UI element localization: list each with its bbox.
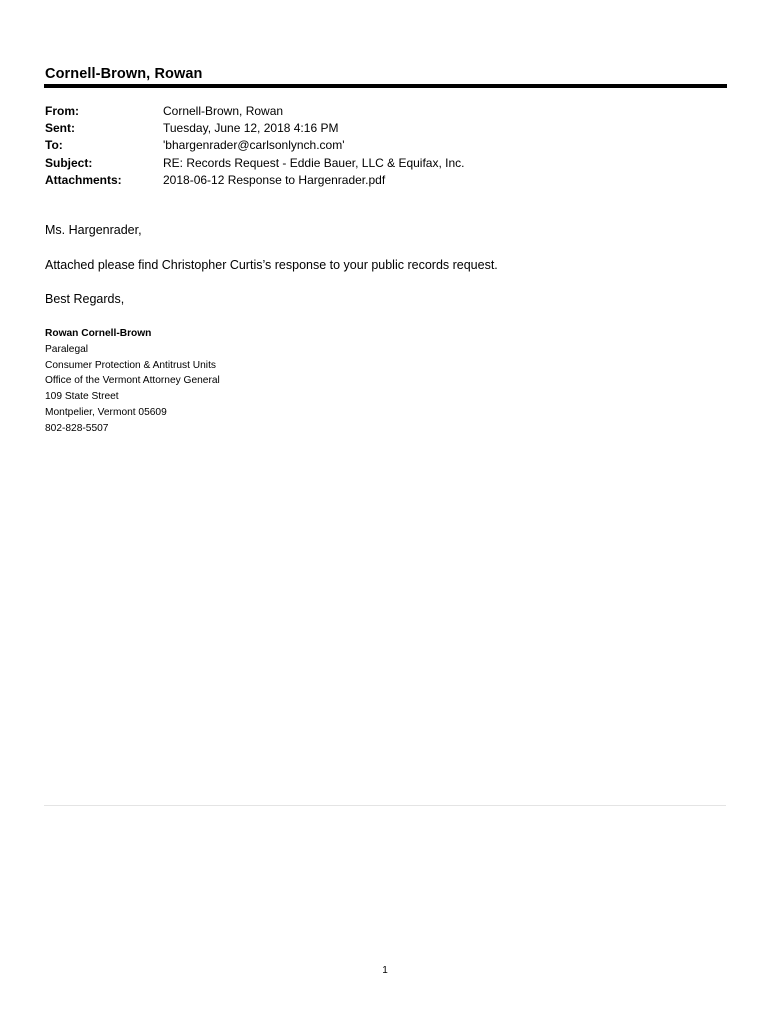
sender-title: Cornell-Brown, Rowan: [45, 66, 203, 82]
header-attachments-label: Attachments:: [45, 172, 122, 187]
header-sent-label: Sent:: [45, 121, 75, 136]
footer-divider: [44, 805, 726, 806]
signature-street: 109 State Street: [45, 391, 119, 403]
header-sent-value: Tuesday, June 12, 2018 4:16 PM: [163, 121, 339, 136]
header-to: [45, 137, 465, 154]
header-attachments-value: 2018-06-12 Response to Hargenrader.pdf: [163, 172, 386, 187]
page-number: 1: [382, 965, 388, 976]
header-subject-value: RE: Records Request - Eddie Bauer, LLC & Equifax, Inc.: [163, 155, 465, 170]
header-from: [45, 103, 465, 120]
title-divider: [44, 84, 727, 88]
header-attachments: [45, 172, 465, 189]
header-subject: [45, 155, 465, 172]
header-subject-label: Subject:: [45, 155, 93, 170]
header-from-value: Cornell-Brown, Rowan: [163, 104, 284, 118]
email-closing: Best Regards,: [45, 292, 125, 306]
header-sent: [45, 120, 465, 137]
email-signature: [45, 326, 220, 437]
signature-department: Consumer Protection & Antitrust Units: [45, 359, 216, 371]
signature-title: Paralegal: [45, 343, 89, 355]
signature-city: Montpelier, Vermont 05609: [45, 406, 167, 418]
signature-phone: 802-828-5507: [45, 422, 109, 434]
signature-office: Office of the Vermont Attorney General: [45, 375, 220, 387]
signature-name: Rowan Cornell-Brown: [45, 328, 152, 339]
header-to-value: 'bhargenrader@carlsonlynch.com': [163, 138, 345, 153]
email-body-paragraph: Attached please find Christopher Curtis’s response to your public records request.: [45, 258, 498, 272]
email-greeting: Ms. Hargenrader,: [45, 223, 142, 237]
header-from-label: From:: [45, 104, 79, 118]
header-to-label: To:: [45, 138, 63, 153]
email-headers: [45, 103, 465, 189]
